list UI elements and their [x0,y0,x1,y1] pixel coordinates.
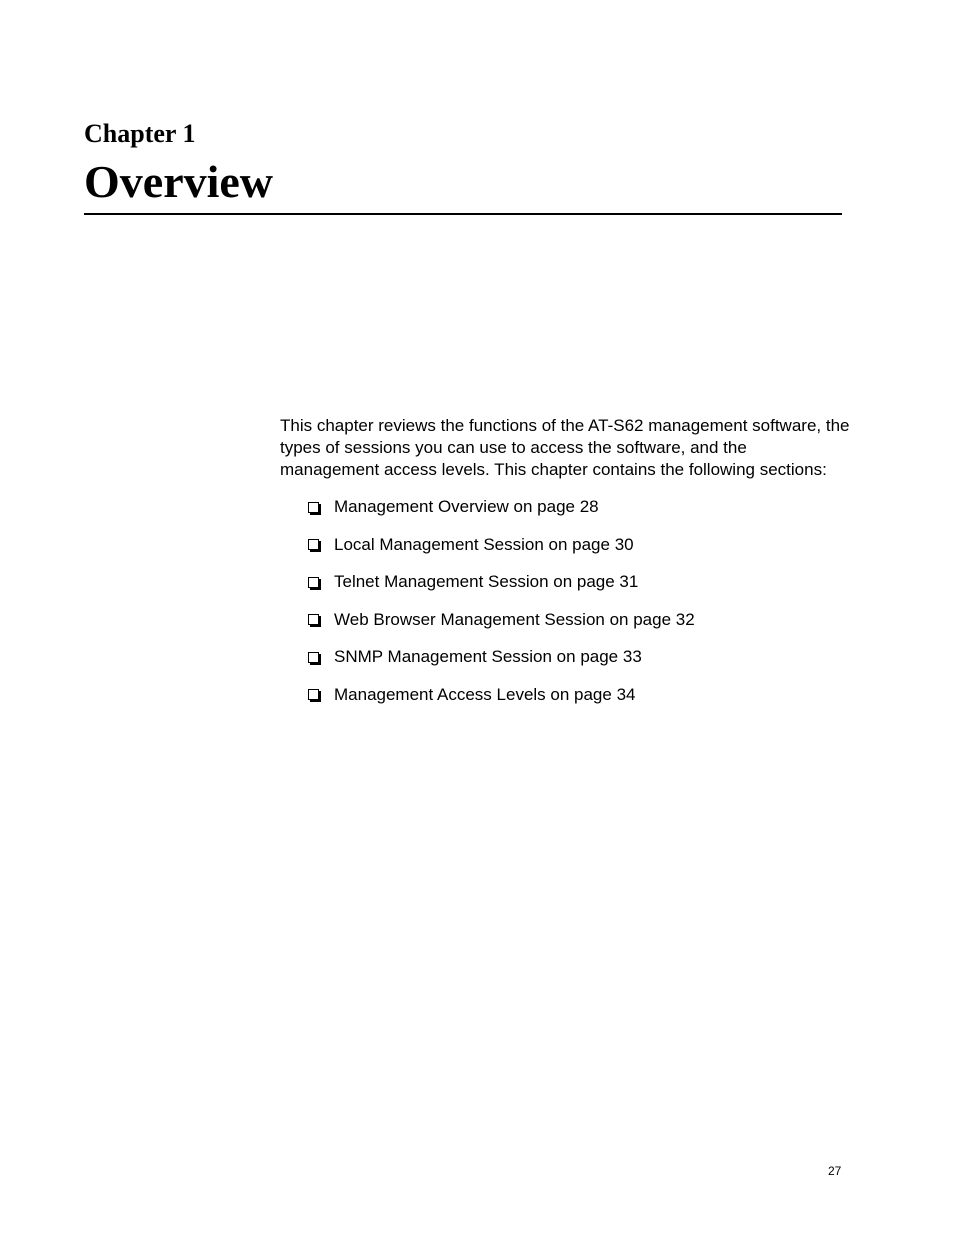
chapter-label: Chapter 1 [84,119,196,148]
section-link[interactable]: SNMP Management Session on page 33 [334,647,642,666]
page-title: Overview [84,156,274,207]
page-number: 27 [828,1164,842,1178]
checkbox-icon [308,577,319,588]
section-link[interactable]: Web Browser Management Session on page 32 [334,609,695,629]
list-item[interactable] [308,609,695,631]
checkbox-icon [308,502,319,513]
checkbox-icon [308,689,319,700]
title-divider [84,213,842,215]
list-item[interactable] [308,684,695,706]
section-link[interactable]: Management Overview on page 28 [334,497,599,516]
checkbox-icon [308,652,319,663]
section-link[interactable]: Management Access Levels on page 34 [334,684,636,704]
section-link[interactable]: Telnet Management Session on page 31 [334,572,639,591]
list-item[interactable] [308,646,695,668]
section-link[interactable]: Local Management Session on page 30 [334,534,634,554]
list-item[interactable] [308,496,695,518]
intro-paragraph: This chapter reviews the functions of the AT-S62 management software, the types of sessions you can use to access the software, and the management access levels. This chapter contains the following sections: [280,416,850,479]
list-item[interactable] [308,571,695,593]
list-item[interactable] [308,534,695,556]
section-list [308,496,695,721]
checkbox-icon [308,539,319,550]
checkbox-icon [308,614,319,625]
